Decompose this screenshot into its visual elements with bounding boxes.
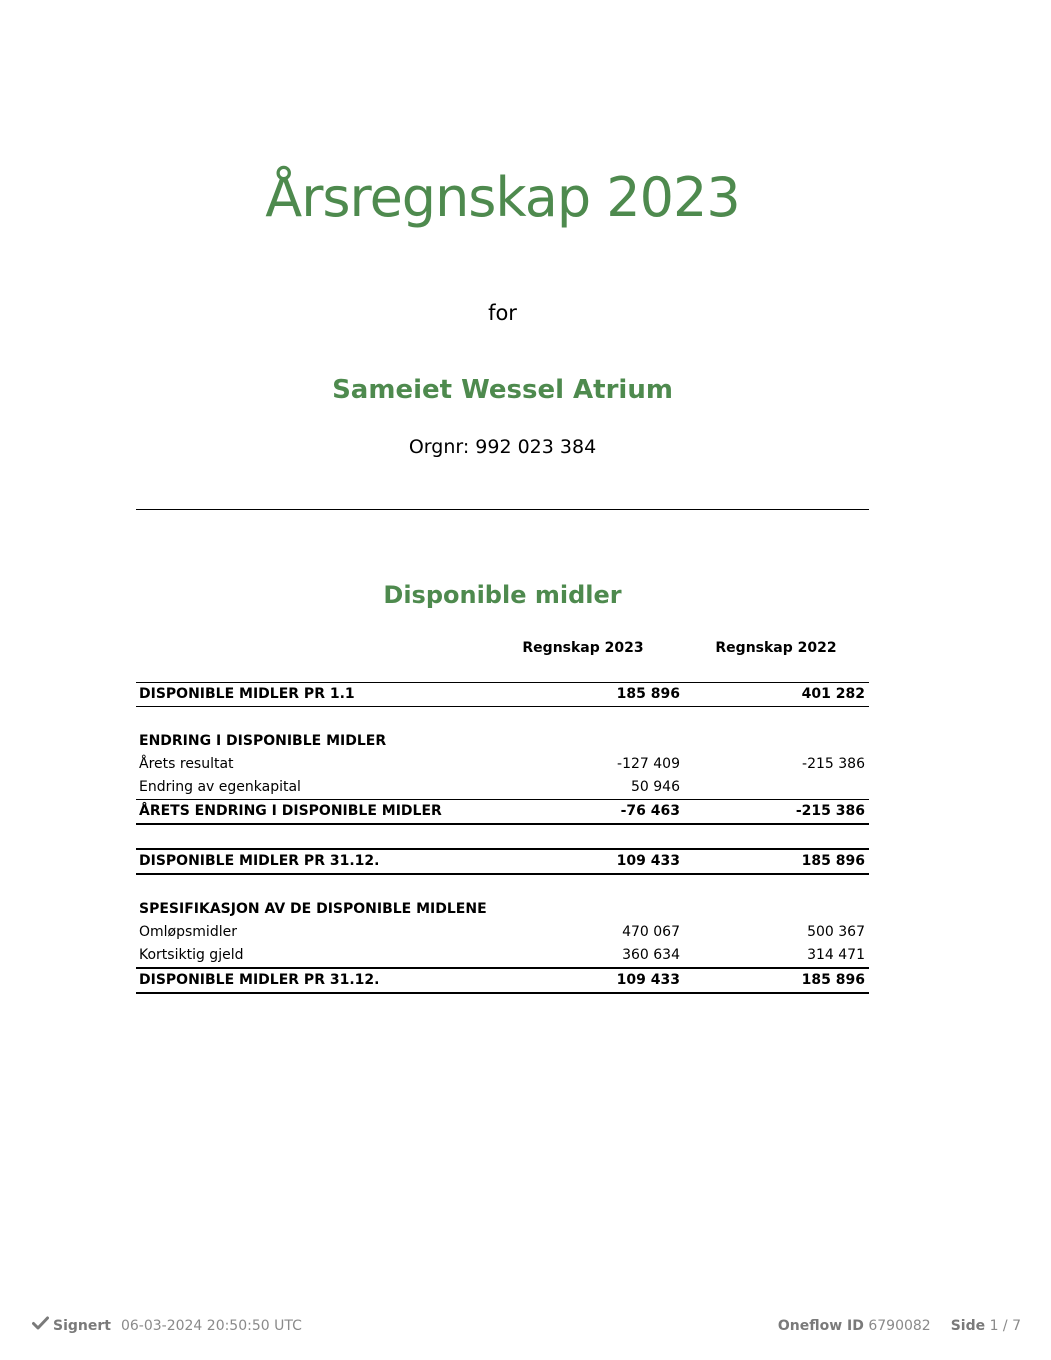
column-header-2022: Regnskap 2022 — [715, 640, 837, 656]
row-label: Endring av egenkapital — [139, 779, 301, 795]
value-2023: 109 433 — [616, 853, 680, 869]
organization-name: Sameiet Wessel Atrium — [332, 375, 673, 405]
table-row — [136, 753, 869, 776]
spacer-row — [136, 825, 869, 848]
org-number: Orgnr: 992 023 384 — [408, 436, 597, 458]
for-label: for — [488, 301, 517, 325]
value-2023: 185 896 — [616, 686, 680, 702]
value-2022: -215 386 — [802, 756, 865, 772]
table-row — [136, 898, 869, 921]
table-row — [136, 944, 869, 967]
row-label: Årets resultat — [139, 756, 234, 772]
table-row — [136, 967, 869, 994]
value-2022: 500 367 — [807, 924, 865, 940]
value-2023: 470 067 — [622, 924, 680, 940]
oneflow-id: 6790082 — [868, 1318, 931, 1334]
spacer-row — [136, 875, 869, 898]
table-row — [136, 682, 869, 707]
spacer-row — [136, 707, 869, 730]
row-label: ENDRING I DISPONIBLE MIDLER — [139, 733, 387, 749]
row-label: DISPONIBLE MIDLER PR 31.12. — [139, 972, 380, 988]
section-title: Disponible midler — [383, 581, 622, 609]
row-label: DISPONIBLE MIDLER PR 1.1 — [139, 686, 355, 702]
document-info — [778, 1315, 1021, 1337]
table-row — [136, 799, 869, 825]
value-2023: -127 409 — [617, 756, 680, 772]
column-header-2023: Regnskap 2023 — [522, 640, 644, 656]
oneflow-label: Oneflow ID — [777, 1318, 864, 1334]
value-2023: 360 634 — [622, 947, 680, 963]
row-label: ÅRETS ENDRING I DISPONIBLE MIDLER — [139, 803, 442, 819]
value-2023: -76 463 — [620, 803, 680, 819]
value-2022: 185 896 — [801, 972, 865, 988]
check-icon — [32, 1315, 49, 1337]
value-2023: 50 946 — [631, 779, 680, 795]
signed-timestamp: 06-03-2024 20:50:50 UTC — [120, 1318, 302, 1334]
table-row — [136, 776, 869, 799]
table-row — [136, 848, 869, 875]
table-row — [136, 730, 869, 753]
value-2022: 314 471 — [807, 947, 865, 963]
page-label: Side — [950, 1318, 986, 1334]
funds-table — [136, 682, 869, 994]
value-2022: -215 386 — [795, 803, 865, 819]
row-label: SPESIFIKASJON AV DE DISPONIBLE MIDLENE — [139, 901, 487, 917]
row-label: DISPONIBLE MIDLER PR 31.12. — [139, 853, 380, 869]
document-title: Årsregnskap 2023 — [265, 166, 740, 229]
page-number: 1 / 7 — [989, 1318, 1021, 1334]
value-2022: 185 896 — [801, 853, 865, 869]
divider-line — [136, 509, 869, 510]
value-2023: 109 433 — [616, 972, 680, 988]
signature-status — [32, 1315, 302, 1337]
signed-label: Signert — [53, 1318, 111, 1334]
row-label: Omløpsmidler — [139, 924, 237, 940]
value-2022: 401 282 — [801, 686, 865, 702]
row-label: Kortsiktig gjeld — [139, 947, 244, 963]
table-row — [136, 921, 869, 944]
